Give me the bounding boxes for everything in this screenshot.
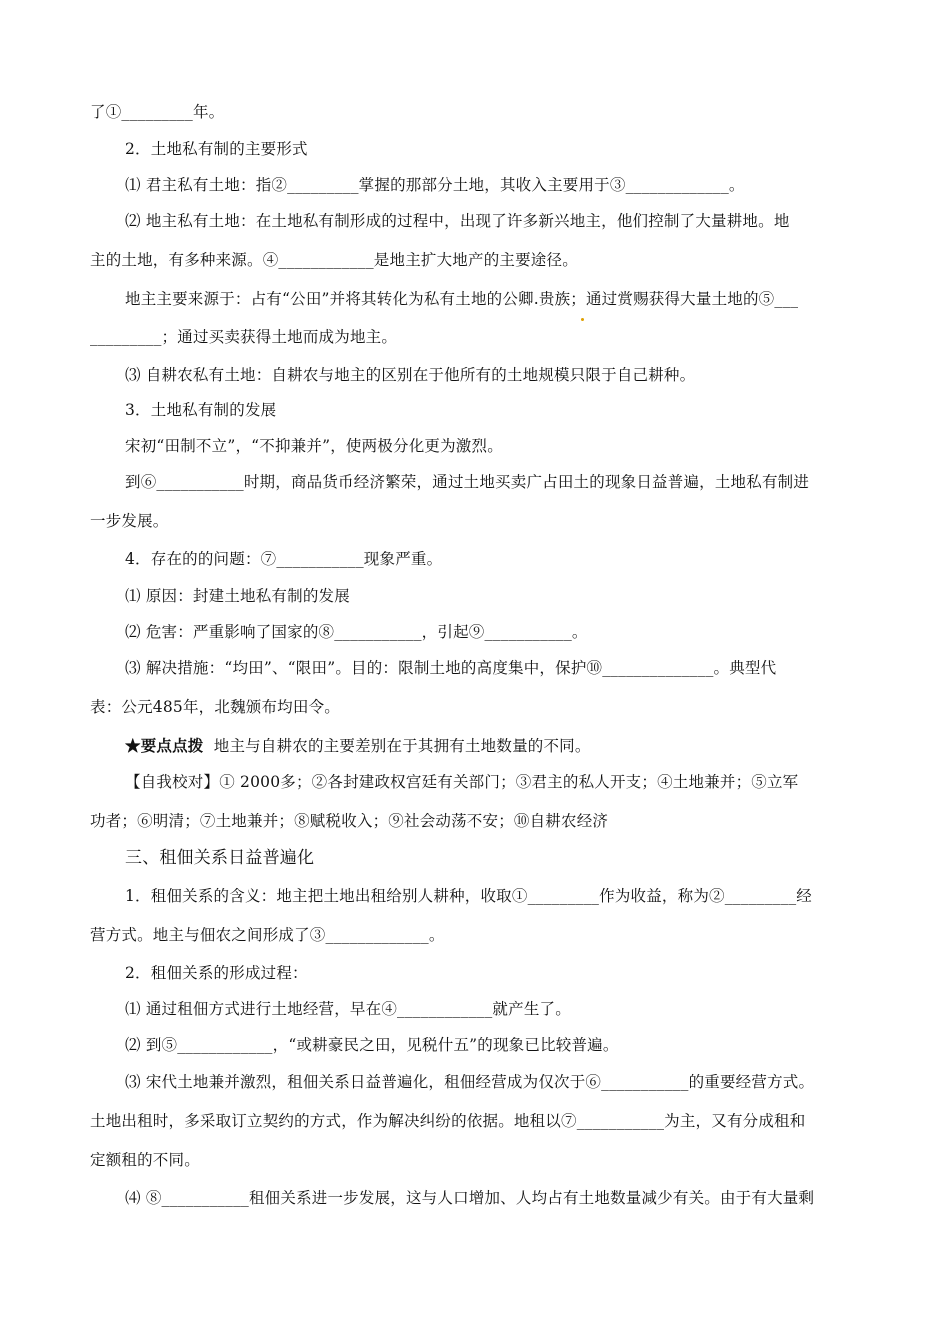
key-point-text: 地主与自耕农的主要差别在于其拥有土地数量的不同。 <box>213 737 591 755</box>
text-line: ⑶ 宋代土地兼并激烈，租佃关系日益普遍化，租佃经营成为仅次于⑥___________的重要经营方式。 <box>125 1073 815 1091</box>
text-line: 表：公元485年，北魏颁布均田令。 <box>90 698 340 716</box>
text-line: 营方式。地主与佃农之间形成了③_____________。 <box>90 926 445 944</box>
text-line: 土地出租时，多采取订立契约的方式，作为解决纠纷的依据。地租以⑦___________为主，又有分成租和 <box>90 1112 806 1130</box>
text-line: ⑴ 君主私有土地：指②_________掌握的那部分土地，其收入主要用于③_____________。 <box>125 176 745 194</box>
text-line: 地主主要来源于：占有“公田”并将其转化为私有土地的公卿.贵族；通过赏赐获得大量土地的⑤___ <box>125 290 799 308</box>
text-line: ⑵ 地主私有土地：在土地私有制形成的过程中，出现了许多新兴地主，他们控制了大量耕地。地 <box>125 212 790 230</box>
text-line: ⑵ 到⑤____________，“或耕豪民之田，见税什五”的现象已比较普遍。 <box>125 1036 619 1054</box>
text-line: 定额租的不同。 <box>90 1151 200 1169</box>
text-line: 了①_________年。 <box>90 103 225 121</box>
self-check-answers <box>125 772 860 792</box>
section-title: 三、租佃关系日益普遍化 <box>125 848 315 868</box>
text-line: ⑶ 解决措施：“均田”、“限田”。目的：限制土地的高度集中，保护⑩______________。典型代 <box>125 659 777 677</box>
text-line: ⑴ 原因：封建土地私有制的发展 <box>125 587 350 605</box>
heading-private-land-forms: 2．土地私有制的主要形式 <box>125 140 308 158</box>
text-line: ⑵ 危害：严重影响了国家的⑧___________，引起⑨___________。 <box>125 623 588 641</box>
text-line: 到⑥___________时期，商品货币经济繁荣，通过土地买卖广占田土的现象日益普遍，土地私有制进 <box>125 473 810 491</box>
text-line: 一步发展。 <box>90 512 169 530</box>
self-check-label: 【自我校对】 <box>125 773 220 791</box>
heading-tenancy-formation: 2．租佃关系的形成过程： <box>125 964 308 982</box>
text-line: ⑴ 通过租佃方式进行土地经营，早在④____________就产生了。 <box>125 1000 571 1018</box>
text-line: ⑶ 自耕农私有土地：自耕农与地主的区别在于他所有的土地规模只限于自己耕种。 <box>125 366 696 384</box>
self-check-answers-cont: 功者；⑥明清；⑦土地兼并；⑧赋税收入；⑨社会动荡不安；⑩自耕农经济 <box>90 812 609 830</box>
heading-private-land-development: 3．土地私有制的发展 <box>125 401 277 419</box>
text-line: 宋初“田制不立”，“不抑兼并”，使两极分化更为激烈。 <box>125 437 503 455</box>
key-point-label: ★要点点拨 <box>125 736 204 755</box>
self-check-text: ① 2000多；②各封建政权宫廷有关部门；③君主的私人开支；④土地兼并；⑤立军 <box>219 773 799 791</box>
stray-dot-mark <box>581 318 584 321</box>
text-line: ⑷ ⑧___________租佃关系进一步发展，这与人口增加、人均占有土地数量减少有关。由于有大量剩 <box>125 1189 815 1207</box>
text-line: _________；通过买卖获得土地而成为地主。 <box>90 328 398 346</box>
key-point-tip <box>125 736 860 756</box>
heading-problems: 4．存在的的问题：⑦___________现象严重。 <box>125 550 443 568</box>
text-line: 1．租佃关系的含义：地主把土地出租给别人耕种，收取①_________作为收益，称为②_________经 <box>125 887 812 905</box>
text-line: 主的土地，有多种来源。④____________是地主扩大地产的主要途径。 <box>90 251 578 269</box>
